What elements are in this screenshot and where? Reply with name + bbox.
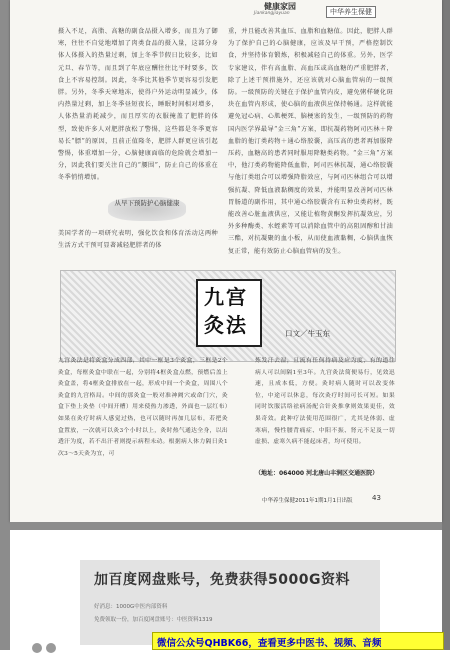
page-separator	[10, 522, 442, 530]
ad-line-2: 免费领取一份，加百度网盘账号：中医资料1319	[94, 617, 213, 623]
header-tag: 中华养生保健	[326, 6, 376, 18]
header-pinyin: Jiankangjiayuan	[254, 11, 290, 16]
header-title: 健康家园	[264, 2, 296, 11]
page-header	[176, 0, 396, 22]
nav-circle-icon[interactable]	[32, 643, 42, 653]
ad-title: 加百度网盘账号，免费获得5000G资料	[94, 572, 350, 588]
article2-title-box	[196, 279, 262, 347]
article1-left-column-top: 摄入不足，高脂、高糖的副食品摄入增多，而且为了御寒，往往不自觉地增加了肉类食品的摄入量，这部分身体人体摄入的热量过剩，加上冬季节假日比较多，比如元旦、春节等，而且到了年底应酬往往比平时要多，饮食上不容易控制。因此，冬季比其他季节更容易引发肥胖。另外，冬季天寒地冻，使得户外运动明显减少，体内热量过剩，加上冬季昼短夜长，睡眠时间相对增多，人体热量消耗减少，而且厚实的衣服掩盖了肥胖的体型，致使许多人对肥胖放松了警惕，这些都是冬季更容易长“膘”的原因，且前正值隆冬，肥胖人群更应该引起警惕，体重增加一分，心脑健康面临的危险就会增加一分，因此我们要关注自己的“腰围”，防止自己的体重在冬季悄悄增加。	[58, 28, 218, 182]
ad-line-1: 好消息：1000G中医内部资料	[94, 604, 168, 610]
wechat-overlay-text: 微信公众号QHBK66，查看更多中医书、视频、音频	[157, 638, 382, 649]
page-number: 43	[372, 494, 381, 502]
article2-right-column: 炼发汗去湿，且流有任何持病及应为度，有的道往病人可以间隔1至3年。九宫灸法简便易行，见效迅速，且成本低，方便。灸时病人随时可以改变体位，中途可以休息，每次灸疗时间可长可短。如果同时饮服活络祛病汤配合针灸推拿则效果更佳，效果奇效。此种疗法使用范围很广，尤其是体弱、虚寒病，慢性腰背痛症、中阳不振、肾元不足及一切虚损、虚寒久病不能起床者，均可使用。	[255, 358, 395, 446]
article2-left-column: 九宫灸法是将灸盒分成四部，其中一框是3个灸盒，三框是2个灸盒，每框灸盒中联在一起，分别将4框灸盒点燃，预燃后盖上灸盒盖，将4框灸盒排放在一起，形成中间一个灸盒，周围八个灸盒的九宫格局。中间的那灸盒一般对准神阙穴或命门穴，灸盒下垫上灸垫（中间开槽）用来使热力渗透，外面也一层红布）如果在灸疗时病人感觉过热，也可以随时再加几层布，若把灸盒置放，一次就可以灸3个小时以上，灸时热气通达全身，以出透汗为度，若不出汗者则提示病程未动。根据病人体力隔日灸1次3～5天灸为宜，可	[58, 358, 228, 457]
article2-address: （地址：064000 河北唐山丰润区交通医院）	[255, 470, 379, 477]
wechat-overlay-banner	[152, 632, 444, 650]
article1-left-column-bottom: 美国学者的一项研究表明，强化饮食和体育活动这两种生活方式干预可显著减轻肥胖者的体	[58, 230, 218, 250]
page-footer: 中华养生保健2011年1期1月1日出版	[262, 498, 353, 504]
article1-subheading	[108, 193, 186, 225]
article2-title: 九宫灸法	[204, 285, 248, 337]
subheading-text: 从早下预防护心脑健康	[114, 199, 180, 207]
viewer-scrollbar[interactable]	[442, 0, 450, 650]
article2-author: 口文／牛玉东	[285, 329, 330, 338]
nav-circle-icon[interactable]	[46, 643, 56, 653]
article1-right-column: 重，并且能改善其血压、血脂和血糖值。因此，肥胖人群为了保护自己的心脑健康，应该及早干预，严格控制饮食，并坚持体育锻炼，积极减轻自己的体重。另外，医学专家建议，伴有高血脂、高血压或高血糖的严重肥胖者，除了上述干预措施外，还应该就对心脑血管病的一级预防。一级预防的关键在于保护血管内皮，避免粥样硬化斑块在血管内形成，使心脑的血液供应保持畅通。这样就能避免冠心病、心肌梗死、脑梗塞的发生，一级预防的药物国内医学界最导“金三角”方案，即抗凝药物阿司匹林＋降血脂的他汀类药物＋通心络胶囊，高压高的患者再加服降压药，血糖高的患者同时服用降糖类药物。“金三角”方案中，他汀类药物能降低血脂，阿司匹林抗凝，通心络胶囊与他汀类组合可以增强降脂效应，与阿司匹林组合可以增强抗凝、降低血液黏稠度的效果，并能明显改善阿司匹林胃肠道的副作用，其中通心络胶囊含有五种虫类药材，既能改善心脏血液供应，又能让植物黄酮发挥抗凝效应，另外多种酶类、水蛭素等可以消除血管中的高阻固醇和甘油三酯，对抗凝聚的血小板，从而使血液黏稠，心脑供血恢复正常，能有效防止心脑血管病的发生。	[228, 28, 393, 255]
viewer-left-margin	[0, 0, 10, 650]
viewer-controls[interactable]	[32, 638, 72, 650]
